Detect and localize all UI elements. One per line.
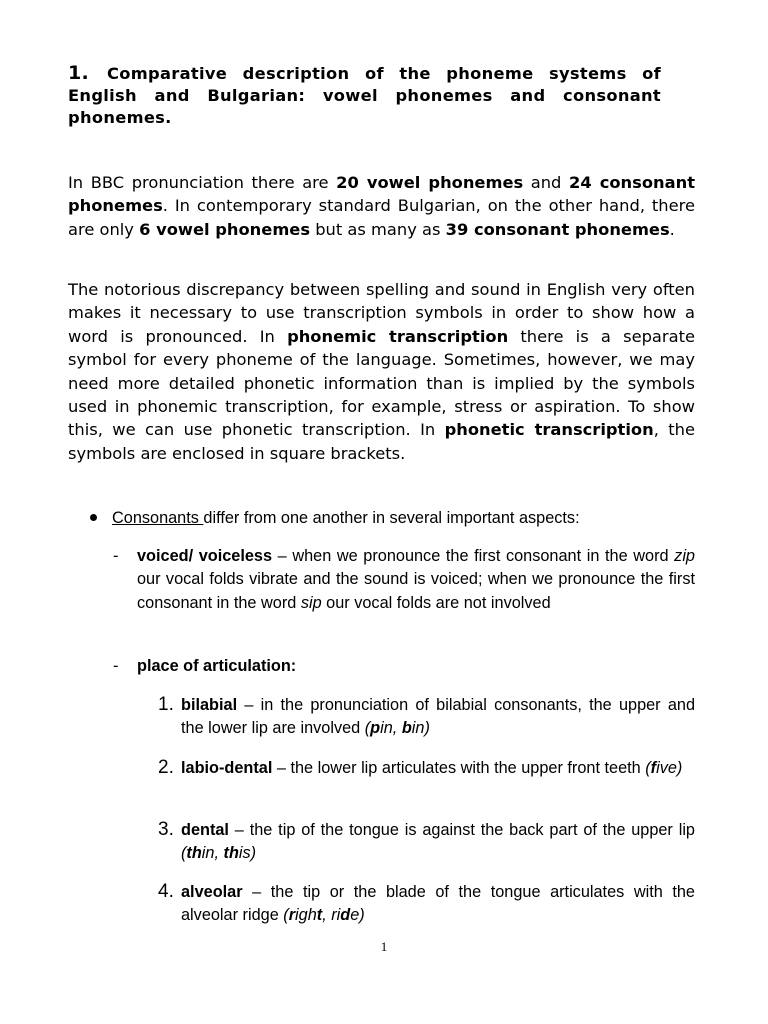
text-run: . [669,219,675,239]
numbered-item-bilabial [158,694,695,741]
numbered-item-labio-dental [158,757,695,780]
dash-item-place [113,655,695,678]
bold-run: 6 vowel phonemes [139,219,311,239]
term: place of articulation: [137,657,297,675]
text-run: – the tip or the blade of the tongue articulates with the alveolar ridge [181,883,695,925]
text-run: is) [238,844,257,863]
text-run: our vocal folds are not involved [321,593,551,612]
bold-run: 20 vowel phonemes [336,173,524,192]
dash-item-voicing [113,545,695,615]
text-run: e) [350,906,365,925]
text-run: our vocal folds vibrate and the sound is voiced; when we pronounce the first consonant in the word [137,570,695,612]
bold-run: th [223,844,239,863]
text-run: in, [380,719,402,738]
example [645,759,682,777]
text-run: In BBC pronunciation there are [68,173,337,192]
numbered-item-alveolar [158,881,695,928]
bullet-icon [90,514,97,521]
text-run: in) [411,719,430,738]
section-heading [68,62,661,129]
bold-run: p [370,719,381,738]
term: labio-dental [181,759,273,777]
bold-run: b [401,719,412,738]
text-run: – when we pronounce the first consonant in the word [272,547,675,565]
bold-run: 39 consonant phonemes [445,219,670,239]
item-number: 3. [158,819,174,840]
heading-number: 1. [68,62,90,84]
item-number: 4. [158,881,174,902]
term: bilabial [181,696,238,714]
text-run: – the lower lip articulates with the upper front teeth [272,759,646,777]
example [283,906,364,924]
italic-example: zip [674,547,695,565]
bold-run: phonemic transcription [287,326,509,346]
text-run: in, [201,844,224,863]
text-run: igh [295,906,317,925]
text-run: . In contemporary standard Bulgarian, on the other hand, there are only [68,196,695,239]
bold-run: f [650,759,657,777]
example [181,844,256,862]
bold-run: d [340,906,351,925]
italic-example: sip [300,593,322,612]
dash-marker: - [113,547,119,565]
text-run: ( [283,906,289,925]
bullet-item-consonants [90,507,700,530]
text-run: and [523,173,569,192]
page-number: 1 [380,939,388,954]
item-number: 2. [158,757,174,778]
heading-text: Comparative description of the phoneme systems of English and Bulgarian: vowel phonemes and consonant phonemes. [68,64,661,127]
text-run: – the tip of the tongue is against the back part of the upper lip [228,821,695,839]
term: voiced/ voiceless [137,547,273,565]
text-run: – in the pronunciation of bilabial consonants, the upper and the lower lip are involved [181,696,695,738]
text-run: , the symbols are enclosed in square brackets. [68,420,695,463]
text-run: ive) [656,759,683,777]
dash-marker: - [113,657,119,675]
bold-run: th [186,844,202,863]
paragraph-phoneme-counts [68,171,695,241]
example [365,719,430,737]
text-run: ( [181,844,187,863]
numbered-item-dental [158,819,695,866]
text-run: but as many as [310,219,446,239]
term: alveolar [181,883,243,901]
bold-run: t [316,906,323,925]
text-run: The notorious discrepancy between spelling and sound in English very often makes it necessary to use transcription symbols in order to show how a word is pronounced. In [68,280,695,346]
bold-run: r [288,906,296,925]
text-run: there is a separate symbol for every phoneme of the language. Sometimes, however, we may need more detailed phonetic information than is implied by the symbols used in phonemic transcription, for example, stress or aspiration. To show this, we can use phonetic transcription. In [68,326,695,440]
term: dental [181,821,229,839]
paragraph-transcription [68,278,695,465]
text-run: differ from one another in several important aspects: [203,509,580,527]
bold-run: 24 consonant phonemes [68,173,695,216]
text-run: ( [645,759,651,777]
text-run: , ri [322,906,341,925]
underlined-term: Consonants [112,509,204,527]
bold-run: phonetic transcription [444,420,654,440]
item-number: 1. [158,694,174,715]
text-run: ( [364,719,371,738]
